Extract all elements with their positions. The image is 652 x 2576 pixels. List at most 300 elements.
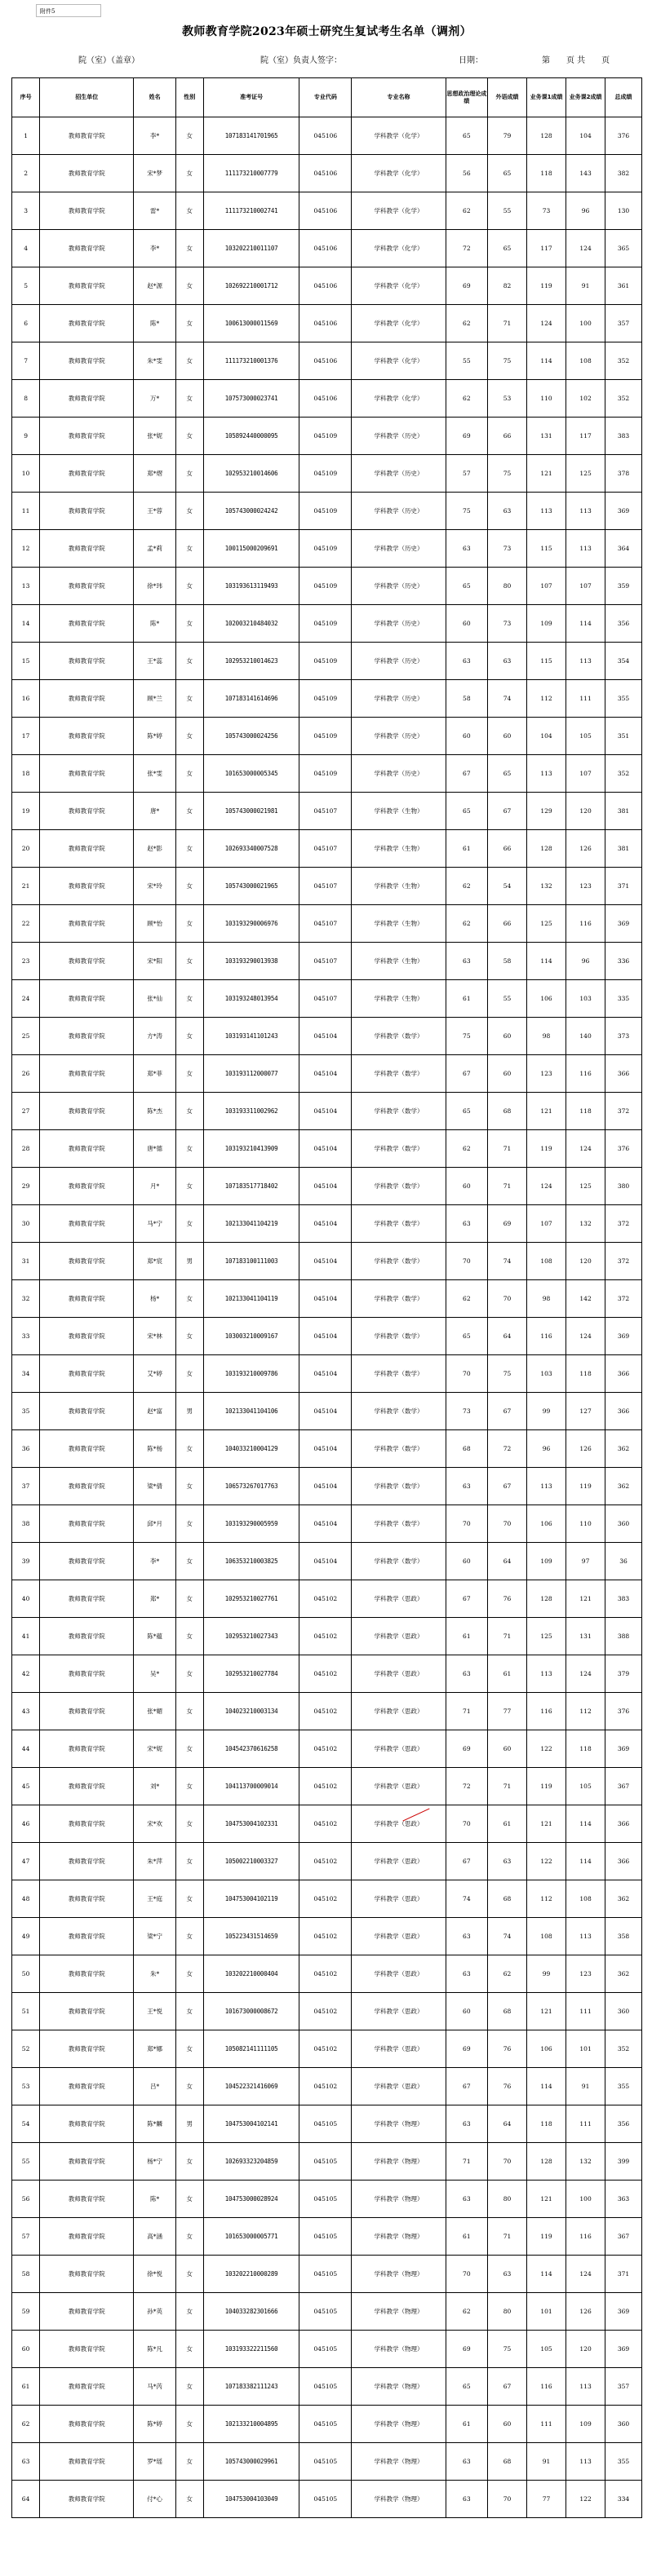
cell-total-score: 388 [605,1618,642,1655]
cell-name: 朱* [134,1955,175,1993]
cell-politics-score: 60 [446,718,487,755]
cell-subject2-score: 116 [566,1055,605,1093]
cell-index: 42 [12,1655,40,1693]
cell-index: 57 [12,2218,40,2256]
cell-major-name: 学科教学（物理） [352,2143,446,2181]
cell-name: 陈*婷 [134,2406,175,2443]
cell-politics-score: 70 [446,1243,487,1280]
cell-unit: 教师教育学院 [40,755,134,793]
cell-total-score: 369 [605,2331,642,2368]
cell-name: 王*悦 [134,1993,175,2030]
cell-index: 17 [12,718,40,755]
cell-name: 徐*玮 [134,568,175,605]
cell-gender: 男 [175,1393,203,1430]
cell-name: 陈*麟 [134,2105,175,2143]
cell-exam-id: 102133041104219 [203,1205,299,1243]
cell-politics-score: 65 [446,568,487,605]
cell-subject2-score: 113 [566,2443,605,2481]
cell-politics-score: 74 [446,1880,487,1918]
cell-major-code: 045109 [299,455,352,493]
cell-exam-id: 111173210002741 [203,192,299,230]
cell-politics-score: 69 [446,418,487,455]
cell-language-score: 67 [487,793,526,830]
table-row [12,380,642,418]
cell-index: 26 [12,1055,40,1093]
cell-unit: 教师教育学院 [40,1168,134,1205]
cell-major-name: 学科教学（化学） [352,192,446,230]
cell-total-score: 369 [605,493,642,530]
cell-language-score: 53 [487,380,526,418]
cell-subject1-score: 125 [527,905,566,943]
cell-unit: 教师教育学院 [40,2481,134,2518]
cell-politics-score: 61 [446,830,487,868]
cell-major-code: 045107 [299,943,352,980]
cell-major-code: 045104 [299,1505,352,1543]
cell-exam-id: 101653000005345 [203,755,299,793]
cell-exam-id: 102133041104119 [203,1280,299,1318]
cell-unit: 教师教育学院 [40,2068,134,2105]
cell-subject1-score: 121 [527,1805,566,1843]
cell-index: 7 [12,342,40,380]
cell-name: 陈* [134,305,175,342]
table-row [12,1280,642,1318]
cell-major-code: 045102 [299,1618,352,1655]
cell-major-name: 学科教学（生物） [352,868,446,905]
cell-language-score: 73 [487,530,526,568]
cell-unit: 教师教育学院 [40,305,134,342]
cell-exam-id: 104753004102119 [203,1880,299,1918]
cell-major-code: 045105 [299,2293,352,2331]
cell-language-score: 76 [487,1580,526,1618]
cell-major-code: 045102 [299,1805,352,1843]
cell-politics-score: 60 [446,1168,487,1205]
cell-index: 14 [12,605,40,643]
cell-exam-id: 107183141701965 [203,117,299,155]
cell-index: 35 [12,1393,40,1430]
cell-unit: 教师教育学院 [40,230,134,267]
cell-major-code: 045105 [299,2406,352,2443]
cell-index: 15 [12,643,40,680]
cell-subject1-score: 119 [527,2218,566,2256]
cell-unit: 教师教育学院 [40,793,134,830]
table-row [12,2331,642,2368]
table-row [12,1130,642,1168]
cell-major-name: 学科教学（历史） [352,568,446,605]
cell-unit: 教师教育学院 [40,1543,134,1580]
cell-subject1-score: 106 [527,980,566,1018]
cell-name: 朱*雯 [134,342,175,380]
cell-politics-score: 63 [446,1468,487,1505]
cell-total-score: 362 [605,1430,642,1468]
cell-unit: 教师教育学院 [40,2331,134,2368]
cell-index: 1 [12,117,40,155]
cell-subject1-score: 122 [527,1843,566,1880]
table-row [12,2030,642,2068]
cell-politics-score: 57 [446,455,487,493]
table-row [12,2068,642,2105]
table-row [12,1430,642,1468]
cell-exam-id: 107183141614696 [203,680,299,718]
cell-gender: 女 [175,1130,203,1168]
cell-gender: 女 [175,418,203,455]
cell-language-score: 75 [487,342,526,380]
cell-language-score: 66 [487,905,526,943]
cell-major-name: 学科教学（数学） [352,1130,446,1168]
cell-total-score: 379 [605,1655,642,1693]
cell-politics-score: 65 [446,1093,487,1130]
cell-major-name: 学科教学（生物） [352,830,446,868]
cell-gender: 女 [175,155,203,192]
cell-subject1-score: 113 [527,755,566,793]
cell-subject1-score: 122 [527,1730,566,1768]
cell-unit: 教师教育学院 [40,155,134,192]
cell-language-score: 71 [487,2218,526,2256]
cell-subject2-score: 132 [566,2143,605,2181]
cell-major-name: 学科教学（数学） [352,1055,446,1093]
cell-gender: 女 [175,230,203,267]
cell-exam-id: 107183382111243 [203,2368,299,2406]
cell-major-name: 学科教学（思政） [352,1655,446,1693]
cell-gender: 女 [175,192,203,230]
cell-total-score: 371 [605,868,642,905]
table-row [12,2105,642,2143]
cell-gender: 女 [175,643,203,680]
cell-language-score: 67 [487,1393,526,1430]
cell-gender: 女 [175,1843,203,1880]
cell-exam-id: 102133041104106 [203,1393,299,1430]
cell-name: 付*心 [134,2481,175,2518]
cell-major-code: 045104 [299,1318,352,1355]
cell-unit: 教师教育学院 [40,605,134,643]
cell-subject1-score: 113 [527,1655,566,1693]
cell-major-code: 045104 [299,1093,352,1130]
cell-gender: 女 [175,1505,203,1543]
cell-gender: 女 [175,2256,203,2293]
cell-subject1-score: 121 [527,1993,566,2030]
cell-subject2-score: 118 [566,1355,605,1393]
cell-major-name: 学科教学（生物） [352,943,446,980]
cell-gender: 女 [175,1693,203,1730]
cell-language-score: 75 [487,2331,526,2368]
cell-name: 罗*瑶 [134,2443,175,2481]
cell-gender: 女 [175,2218,203,2256]
cell-politics-score: 63 [446,2481,487,2518]
table-row [12,1768,642,1805]
cell-major-name: 学科教学（数学） [352,1543,446,1580]
cell-major-code: 045104 [299,1280,352,1318]
cell-unit: 教师教育学院 [40,868,134,905]
cell-subject1-score: 128 [527,1580,566,1618]
cell-gender: 女 [175,2181,203,2218]
cell-unit: 教师教育学院 [40,1018,134,1055]
cell-subject1-score: 131 [527,418,566,455]
table-row [12,2368,642,2406]
cell-language-score: 65 [487,230,526,267]
cell-major-name: 学科教学（数学） [352,1430,446,1468]
cell-major-code: 045109 [299,643,352,680]
cell-subject1-score: 109 [527,1543,566,1580]
cell-exam-id: 104753004102141 [203,2105,299,2143]
cell-subject1-score: 121 [527,2181,566,2218]
cell-total-score: 336 [605,943,642,980]
cell-subject2-score: 124 [566,1655,605,1693]
table-row [12,980,642,1018]
cell-subject1-score: 115 [527,643,566,680]
cell-language-score: 76 [487,2030,526,2068]
cell-gender: 女 [175,1355,203,1393]
cell-index: 44 [12,1730,40,1768]
cell-subject1-score: 77 [527,2481,566,2518]
cell-gender: 女 [175,1168,203,1205]
cell-exam-id: 107183517718402 [203,1168,299,1205]
table-row [12,1318,642,1355]
cell-name: 王*蓉 [134,493,175,530]
cell-name: 李* [134,117,175,155]
cell-total-score: 352 [605,342,642,380]
cell-unit: 教师教育学院 [40,2406,134,2443]
page-title: 教师教育学院2023年硕士研究生复试考生名单（调剂） [182,25,472,38]
cell-major-name: 学科教学（历史） [352,718,446,755]
cell-total-score: 362 [605,1955,642,1993]
cell-index: 39 [12,1543,40,1580]
cell-subject1-score: 121 [527,1093,566,1130]
cell-subject1-score: 99 [527,1955,566,1993]
cell-language-score: 77 [487,1693,526,1730]
cell-total-score: 352 [605,2030,642,2068]
cell-major-name: 学科教学（数学） [352,1205,446,1243]
cell-name: 陈* [134,605,175,643]
cell-subject1-score: 96 [527,1430,566,1468]
cell-exam-id: 103193290013938 [203,943,299,980]
cell-total-score: 362 [605,1468,642,1505]
table-row [12,1093,642,1130]
cell-gender: 女 [175,493,203,530]
cell-total-score: 372 [605,1243,642,1280]
cell-index: 8 [12,380,40,418]
table-row [12,1018,642,1055]
cell-name: 吕* [134,2068,175,2105]
cell-subject1-score: 128 [527,117,566,155]
cell-exam-id: 107573000023741 [203,380,299,418]
cell-exam-id: 103193112000077 [203,1055,299,1093]
cell-major-name: 学科教学（生物） [352,793,446,830]
cell-name: 宋*欢 [134,1805,175,1843]
cell-unit: 教师教育学院 [40,1505,134,1543]
cell-index: 20 [12,830,40,868]
cell-index: 43 [12,1693,40,1730]
cell-major-name: 学科教学（物理） [352,2331,446,2368]
cell-name: 郑*熠 [134,455,175,493]
cell-unit: 教师教育学院 [40,2218,134,2256]
cell-index: 45 [12,1768,40,1805]
cell-total-score: 366 [605,1355,642,1393]
cell-subject2-score: 96 [566,192,605,230]
cell-major-name: 学科教学（物理） [352,2481,446,2518]
cell-subject1-score: 124 [527,305,566,342]
cell-gender: 女 [175,1880,203,1918]
cell-total-score: 354 [605,643,642,680]
cell-language-score: 60 [487,2406,526,2443]
cell-total-score: 369 [605,1730,642,1768]
cell-gender: 女 [175,1093,203,1130]
cell-total-score: 378 [605,455,642,493]
cell-total-score: 335 [605,980,642,1018]
cell-unit: 教师教育学院 [40,1093,134,1130]
cell-exam-id: 102953210014606 [203,455,299,493]
cell-politics-score: 63 [446,2181,487,2218]
cell-politics-score: 67 [446,1055,487,1093]
cell-subject2-score: 113 [566,530,605,568]
cell-politics-score: 60 [446,605,487,643]
cell-name: 陈*婷 [134,718,175,755]
cell-politics-score: 73 [446,1393,487,1430]
cell-index: 50 [12,1955,40,1993]
cell-unit: 教师教育学院 [40,1243,134,1280]
cell-subject1-score: 98 [527,1280,566,1318]
cell-name: 郑*娜 [134,2030,175,2068]
cell-politics-score: 63 [446,943,487,980]
cell-index: 6 [12,305,40,342]
cell-subject2-score: 114 [566,1843,605,1880]
cell-index: 56 [12,2181,40,2218]
cell-exam-id: 106573267017763 [203,1468,299,1505]
cell-index: 9 [12,418,40,455]
cell-politics-score: 62 [446,905,487,943]
cell-language-score: 80 [487,2293,526,2331]
cell-exam-id: 103202210000404 [203,1955,299,1993]
cell-subject1-score: 125 [527,1618,566,1655]
cell-index: 5 [12,267,40,305]
cell-language-score: 74 [487,680,526,718]
cell-major-code: 045102 [299,1730,352,1768]
cell-total-score: 359 [605,568,642,605]
cell-total-score: 372 [605,1093,642,1130]
cell-unit: 教师教育学院 [40,943,134,980]
col-header-major-code: 专业代码 [299,78,352,117]
cell-subject2-score: 124 [566,230,605,267]
cell-politics-score: 69 [446,2331,487,2368]
cell-major-name: 学科教学（思政） [352,1730,446,1768]
cell-politics-score: 65 [446,1318,487,1355]
cell-exam-id: 103003210009167 [203,1318,299,1355]
table-row [12,1355,642,1393]
cell-total-score: 360 [605,2406,642,2443]
cell-subject2-score: 142 [566,1280,605,1318]
cell-major-name: 学科教学（思政） [352,1580,446,1618]
cell-language-score: 60 [487,1055,526,1093]
cell-name: 王*蕊 [134,643,175,680]
cell-unit: 教师教育学院 [40,1843,134,1880]
cell-total-score: 366 [605,1843,642,1880]
cell-language-score: 72 [487,1430,526,1468]
cell-name: 杨*宁 [134,2143,175,2181]
cell-unit: 教师教育学院 [40,192,134,230]
cell-major-code: 045105 [299,2181,352,2218]
cell-major-code: 045106 [299,342,352,380]
cell-unit: 教师教育学院 [40,1430,134,1468]
col-header-exam-id: 准考证号 [203,78,299,117]
cell-language-score: 54 [487,868,526,905]
cell-subject2-score: 102 [566,380,605,418]
table-row [12,418,642,455]
cell-name: 赵*影 [134,830,175,868]
cell-gender: 女 [175,2143,203,2181]
table-row [12,1993,642,2030]
cell-major-code: 045106 [299,305,352,342]
table-row [12,2256,642,2293]
cell-major-code: 045105 [299,2218,352,2256]
cell-total-score: 376 [605,117,642,155]
cell-major-name: 学科教学（物理） [352,2443,446,2481]
cell-subject1-score: 113 [527,493,566,530]
cell-total-score: 352 [605,380,642,418]
cell-subject2-score: 100 [566,2181,605,2218]
table-row [12,1468,642,1505]
cell-language-score: 79 [487,117,526,155]
cell-index: 29 [12,1168,40,1205]
cell-subject1-score: 116 [527,1318,566,1355]
cell-major-code: 045107 [299,830,352,868]
cell-index: 58 [12,2256,40,2293]
cell-major-code: 045105 [299,2443,352,2481]
cell-exam-id: 102693340007528 [203,830,299,868]
cell-subject2-score: 109 [566,2406,605,2443]
cell-language-score: 75 [487,455,526,493]
cell-exam-id: 104753004102331 [203,1805,299,1843]
table-row [12,1730,642,1768]
cell-language-score: 80 [487,2181,526,2218]
cell-total-score: 356 [605,605,642,643]
cell-politics-score: 72 [446,1768,487,1805]
cell-major-code: 045105 [299,2368,352,2406]
cell-unit: 教师教育学院 [40,117,134,155]
cell-subject2-score: 114 [566,605,605,643]
cell-name: 张*仙 [134,980,175,1018]
cell-exam-id: 103202210000289 [203,2256,299,2293]
cell-gender: 女 [175,1918,203,1955]
cell-index: 38 [12,1505,40,1543]
cell-language-score: 67 [487,2368,526,2406]
table-row [12,493,642,530]
cell-subject1-score: 106 [527,2030,566,2068]
cell-name: 马*宁 [134,1205,175,1243]
cell-unit: 教师教育学院 [40,418,134,455]
cell-total-score: 381 [605,793,642,830]
cell-index: 52 [12,2030,40,2068]
cell-name: 吴* [134,1655,175,1693]
cell-politics-score: 60 [446,1993,487,2030]
table-row [12,267,642,305]
cell-total-score: 383 [605,418,642,455]
cell-major-code: 045102 [299,1955,352,1993]
cell-unit: 教师教育学院 [40,1655,134,1693]
cell-gender: 男 [175,1243,203,1280]
cell-total-score: 369 [605,2293,642,2331]
cell-gender: 女 [175,1430,203,1468]
cell-index: 16 [12,680,40,718]
cell-major-name: 学科教学（化学） [352,230,446,267]
cell-major-name: 学科教学（数学） [352,1318,446,1355]
cell-subject2-score: 105 [566,718,605,755]
cell-index: 12 [12,530,40,568]
cell-major-code: 045104 [299,1393,352,1430]
cell-politics-score: 67 [446,2068,487,2105]
cell-politics-score: 60 [446,1543,487,1580]
cell-name: 唐*德 [134,1130,175,1168]
cell-subject2-score: 107 [566,755,605,793]
cell-name: 宋*玲 [134,868,175,905]
cell-index: 2 [12,155,40,192]
